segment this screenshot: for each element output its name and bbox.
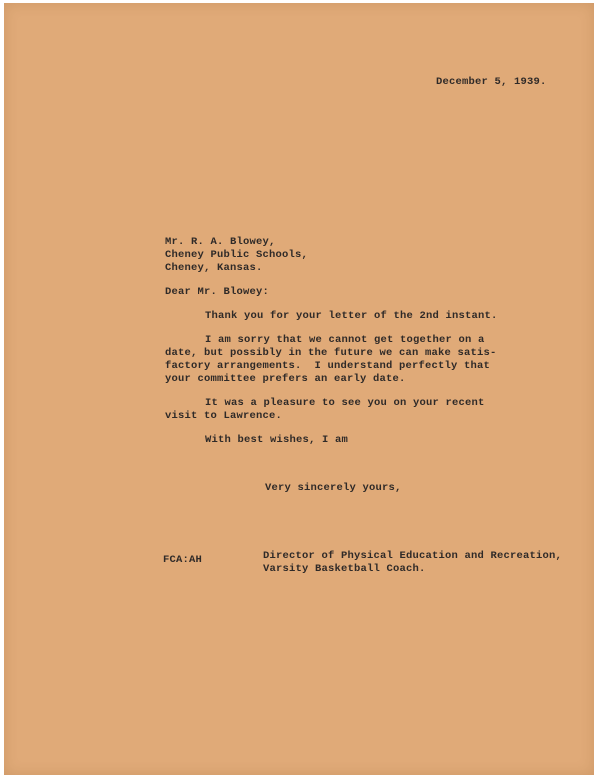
signature-title-line: Director of Physical Education and Recreation, [263,550,563,562]
letter-page [4,3,594,775]
salutation: Dear Mr. Blowey: [165,286,270,298]
paragraph-2-line: your committee prefers an early date. [165,373,406,385]
reference-initials: FCA:AH [163,554,203,566]
paragraph-3-line: It was a pleasure to see you on your recent [205,397,485,409]
recipient-name: Mr. R. A. Blowey, [165,236,276,248]
paragraph-2-line: I am sorry that we cannot get together on a [205,334,485,346]
letter-date: December 5, 1939. [436,76,547,88]
signature-title-line: Varsity Basketball Coach. [263,563,426,575]
recipient-organization: Cheney Public Schools, [165,249,309,261]
paragraph-1-line: Thank you for your letter of the 2nd instant. [205,310,498,322]
paragraph-4-line: With best wishes, I am [205,434,349,446]
recipient-city: Cheney, Kansas. [165,262,263,274]
closing: Very sincerely yours, [265,482,402,494]
paragraph-3-line: visit to Lawrence. [165,410,283,422]
paragraph-2-line: factory arrangements. I understand perfectly that [165,360,491,372]
paragraph-2-line: date, but possibly in the future we can make satis- [165,347,497,359]
